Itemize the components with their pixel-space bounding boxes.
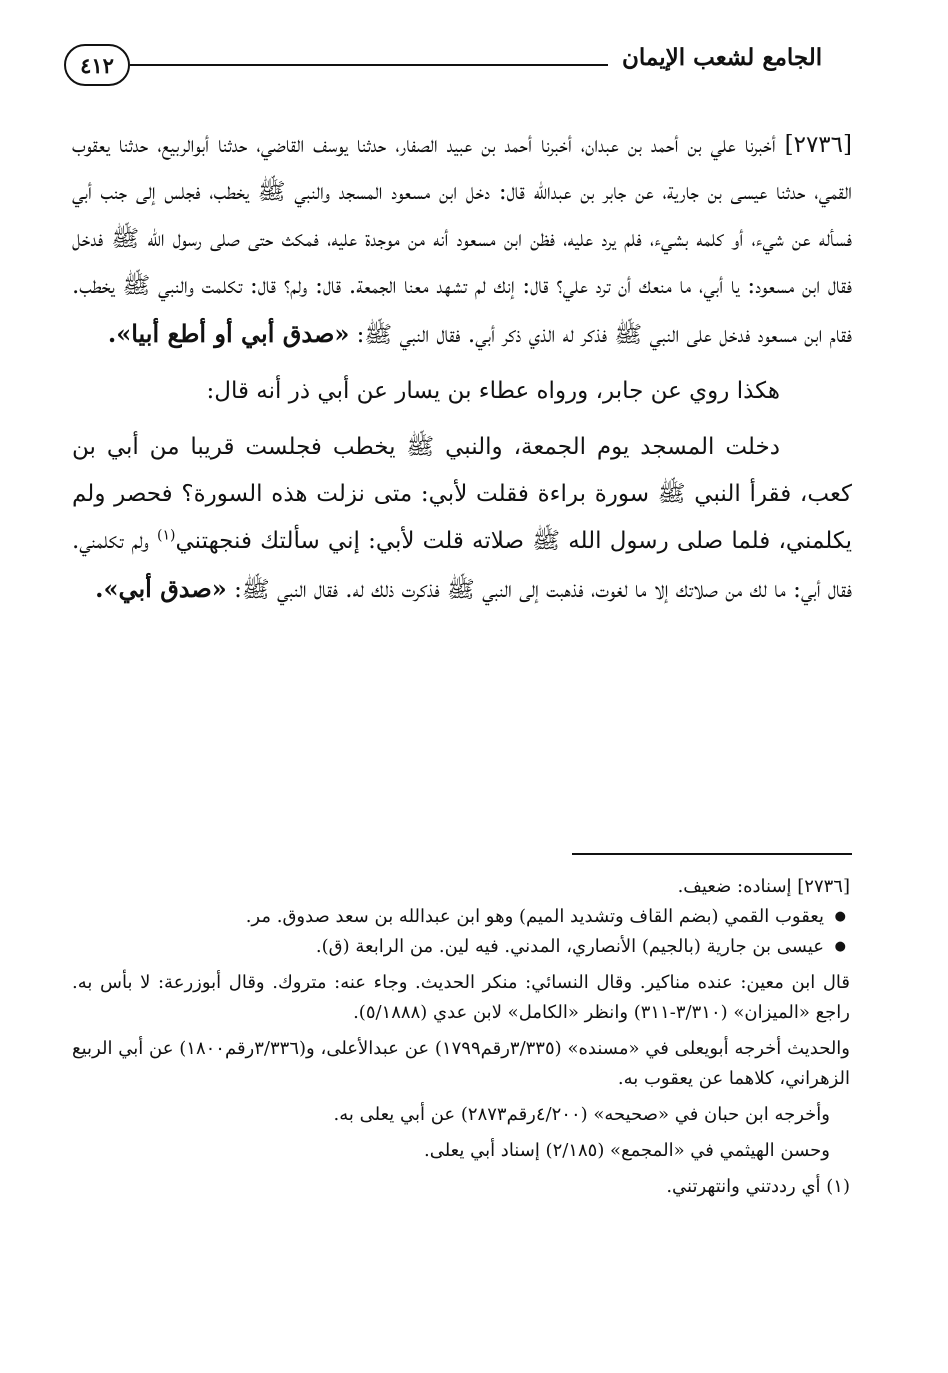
header-rule (130, 64, 608, 66)
note-paragraph-1: قال ابن معين: عنده مناكير. وقال النسائي: منكر الحديث. وجاء عنه: متروك. وقال أبوزرعة: لا بأس به. راجع «الميزان» (٣/٣١٠-٣١١) وانظر «الكامل» لابن عدي (٥/١٨٨٨). (72, 972, 850, 1023)
page-number: ٤١٢ (64, 44, 130, 86)
note-paragraph-3: وأخرجه ابن حبان في «صحيحه» (٤/٢٠٠رقم٢٨٧٣) عن أبي يعلى به. (333, 1104, 830, 1125)
hadith-quote-2: «صدق أبي». (95, 574, 227, 603)
footnotes (72, 872, 850, 1202)
hadith-quote-1: «صدق أبي أو أطع أبيا». (107, 319, 350, 348)
note-isnad: [٢٧٣٦] إسناده: ضعيف. (677, 876, 850, 897)
narrator-item: ● يعقوب القمي (بضم القاف وتشديد الميم) وهو ابن عبدالله بن سعد صدوق. مر. (72, 902, 850, 932)
paragraph-narration-note: هكذا روي عن جابر، ورواه عطاء بن يسار عن أبي ذر أنه قال: (206, 378, 780, 404)
footnote-rule (572, 853, 852, 855)
page-header (64, 40, 852, 98)
paragraph-abu-dhar (72, 424, 852, 614)
narrator-item: ● عيسى بن جارية (بالجيم) الأنصاري، المدني. فيه لين. من الرابعة (ق). (72, 932, 850, 962)
footnote-1: (١) أي رددتني وانتهرتني. (666, 1176, 850, 1197)
narrator-list (72, 902, 850, 962)
main-text (72, 122, 852, 614)
paragraph-3-part1: دخلت المسجد يوم الجمعة، والنبي ﷺ يخطب فجلست قريبا من أبي بن كعب، فقرأ النبي ﷺ سورة براءة فقلت لأبي: متى نزلت هذه السورة؟ فحصر ولم يكلمني، فلما صلى رسول الله ﷺ صلاته قلت لأبي: إني سألتك فنجهتني (72, 434, 853, 554)
paragraph-1-text: [٢٧٣٦] أخبرنا علي بن أحمد بن عبدان، أخبرنا أحمد بن عبيد الصفار، حدثنا يوسف القاضي، حدثنا أبوالربيع، حدثنا يعقوب القمي، حدثنا عيسى بن جارية، عن جابر بن عبدالله قال: دخل ابن مسعود المسجد والنبي ﷺ يخطب، فجلس إلى جنب أبي فسأله عن شيء، أو كلمه بشيء، فلم يرد عليه، فظن ابن مسعود أنه من موجدة عليه، فمكث حتى صلى رسول الله ﷺ فدخل فقال ابن مسعود: يا أبي، ما منعك أن ترد علي؟ قال: إنك لم تشهد معنا الجمعة. قال: ولم؟ قال: تكلمت والنبي ﷺ يخطب. فقام ابن مسعود فدخل على النبي ﷺ فذكر له الذي ذكر أبي. فقال النبي ﷺ: (72, 132, 852, 348)
note-paragraph-4: وحسن الهيثمي في «المجمع» (٢/١٨٥) إسناد أبي يعلى. (423, 1140, 830, 1161)
note-paragraph-2: والحديث أخرجه أبويعلى في «مسنده» (٣/٣٣٥رقم١٧٩٩) عن عبدالأعلى، و(٣/٣٣٦رقم١٨٠٠) عن أبي الربيع الزهراني، كلاهما عن يعقوب به. (72, 1038, 850, 1089)
paragraph-3-part2: ولم تكلمني. فقال أبي: ما لك من صلاتك إلا ما لغوت، فذهبت إلى النبي ﷺ فذكرت ذلك له. فقال النبي ﷺ: (72, 528, 852, 603)
paragraph-hadith-2736 (72, 122, 852, 359)
book-title: الجامع لشعب الإيمان (622, 44, 823, 71)
footnote-ref-1: (١) (157, 527, 176, 544)
